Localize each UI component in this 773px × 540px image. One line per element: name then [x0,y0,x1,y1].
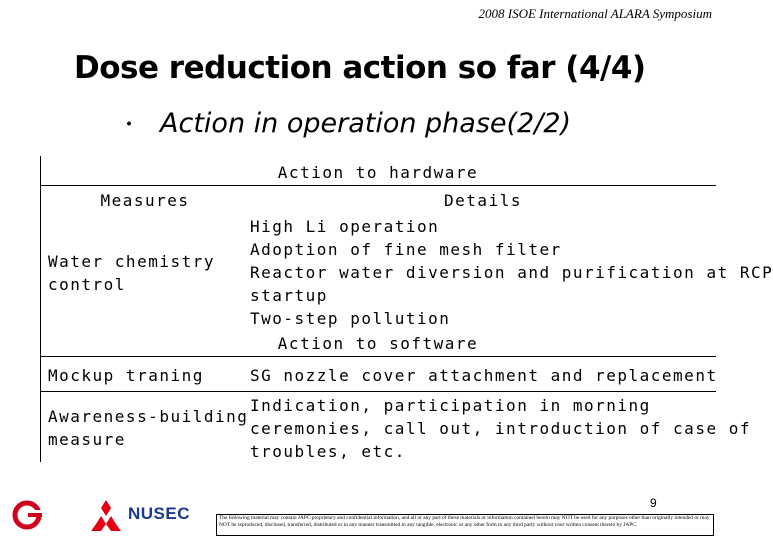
mitsubishi-logo-icon [88,498,124,532]
table-divider [40,356,716,357]
slide-title: Dose reduction action so far (4/4) [74,50,646,86]
table-divider [40,185,716,186]
japc-logo-icon [10,498,70,532]
software-heading: Action to software [277,334,479,353]
nusec-logo: NUSEC [128,504,191,523]
measures-column-header: Measures [100,191,190,210]
row1-detail-line: startup [250,286,328,305]
table-divider [40,391,716,392]
row1-details [250,215,773,330]
slide-subtitle [118,108,571,139]
subtitle-text: Action in operation phase(2/2) [160,108,572,139]
row3-detail-line: troubles, etc. [250,442,406,461]
row2-detail: SG nozzle cover attachment and replacement [250,366,718,385]
row1-detail-line: Two-step pollution [250,309,451,328]
hardware-heading: Action to hardware [277,163,479,182]
row3-details [250,394,751,463]
row3-measure-line1: Awareness-building [48,407,249,426]
measures-table [40,156,773,462]
row3-measure [48,405,248,451]
row1-measure-line2: control [48,275,126,294]
footer-logos [10,498,210,532]
row1-measure [48,250,215,296]
page-number: 9 [650,496,657,510]
row1-detail-line: High Li operation [250,217,440,236]
confidentiality-notice: The following material may contain JAPC proprietary and confidential information, and all or any part of these materials or information contained herein may NOT be used for any purposes other than originally intended or may NOT be reproduced, disclosed, transferred, distributed or in any manner transmitted in any tangible, electronic or any other form to any third party without your written consent thereto by JAPC. [216,514,714,536]
row1-measure-line1: Water chemistry [48,252,215,271]
conference-header: 2008 ISOE International ALARA Symposium [478,6,712,21]
row2-measure: Mockup traning [48,366,204,385]
row1-detail-line: Adoption of fine mesh filter [250,240,562,259]
row3-detail-line: Indication, participation in morning [250,396,651,415]
row3-measure-line2: measure [48,430,126,449]
row3-detail-line: ceremonies, call out, introduction of case of [250,419,751,438]
row1-detail-line: Reactor water diversion and purification at RCP [250,263,773,282]
details-column-header: Details [444,191,522,210]
bullet-marker: ・ [118,113,141,138]
